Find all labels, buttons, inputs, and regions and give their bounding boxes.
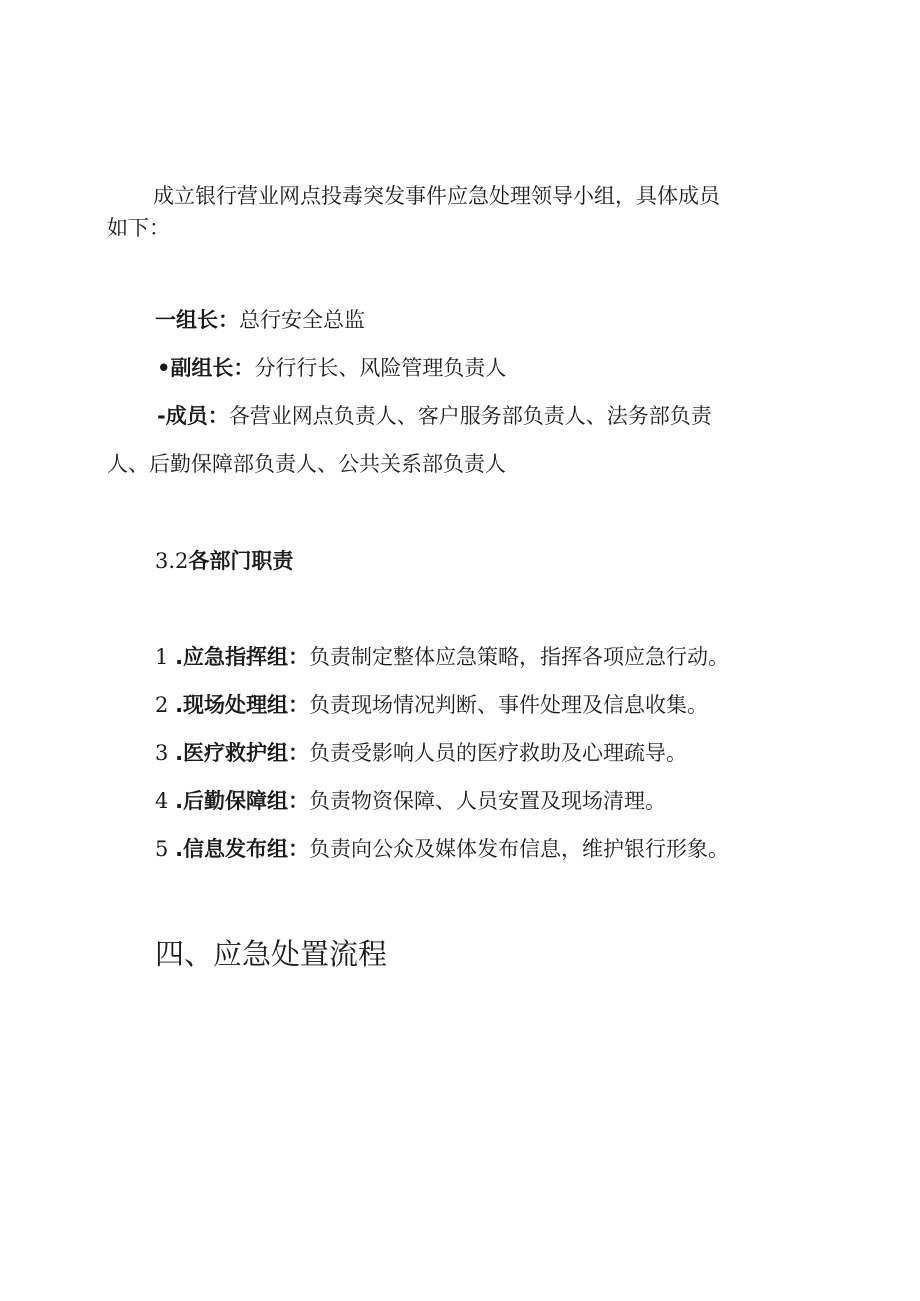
- leader-prefix: 一: [155, 308, 176, 332]
- duty-item-5: [155, 836, 729, 862]
- members-entry-line-2: 人、后勤保障部负责人、公共关系部负责人: [107, 452, 506, 476]
- duty-text: 负责现场情况判断、事件处理及信息收集。: [309, 693, 709, 717]
- duty-number: 5: [155, 837, 169, 861]
- deputy-text: 分行行长、风险管理负责人: [254, 356, 507, 380]
- duty-number: 4: [155, 789, 169, 813]
- duty-item-3: [155, 740, 687, 766]
- duty-text: 负责向公众及媒体发布信息，维护银行形象。: [309, 837, 730, 861]
- duty-number: 1: [155, 645, 169, 669]
- duty-group: .应急指挥组：: [175, 645, 310, 669]
- deputy-leader-entry: [157, 355, 506, 381]
- intro-paragraph-line-2: 如下：: [107, 216, 170, 240]
- duty-item-4: [155, 788, 666, 814]
- section-3-2-number: 3.2: [155, 549, 189, 573]
- duty-group: .信息发布组：: [175, 837, 310, 861]
- section-3-2-heading: [155, 548, 293, 574]
- duty-group: .医疗救护组：: [175, 741, 310, 765]
- duty-item-2: [155, 692, 708, 718]
- duty-group: .后勤保障组：: [175, 789, 310, 813]
- duty-item-1: [155, 644, 729, 670]
- deputy-role: 副组长：: [170, 356, 255, 380]
- duty-text: 负责受影响人员的医疗救助及心理疏导。: [309, 741, 688, 765]
- deputy-prefix: •: [157, 356, 171, 380]
- section-3-2-title: 各部门职责: [188, 549, 294, 573]
- intro-paragraph-line-1: 成立银行营业网点投毒突发事件应急处理领导小组，具体成员: [153, 184, 720, 208]
- section-4-heading: 四、应急处置流程: [155, 937, 388, 971]
- duty-text: 负责制定整体应急策略，指挥各项应急行动。: [309, 645, 730, 669]
- members-text-line-1: 各营业网点负责人、客户服务部负责人、法务部负责: [228, 404, 712, 428]
- duty-group: .现场处理组：: [175, 693, 310, 717]
- members-role: 成员：: [165, 404, 229, 428]
- leader-entry: [155, 307, 365, 333]
- members-entry-line-1: [157, 403, 712, 429]
- leader-role: 组长：: [176, 308, 239, 332]
- members-prefix: -: [157, 404, 166, 428]
- duty-text: 负责物资保障、人员安置及现场清理。: [309, 789, 667, 813]
- duty-number: 2: [155, 693, 169, 717]
- leader-text: 总行安全总监: [239, 308, 365, 332]
- duty-number: 3: [155, 741, 169, 765]
